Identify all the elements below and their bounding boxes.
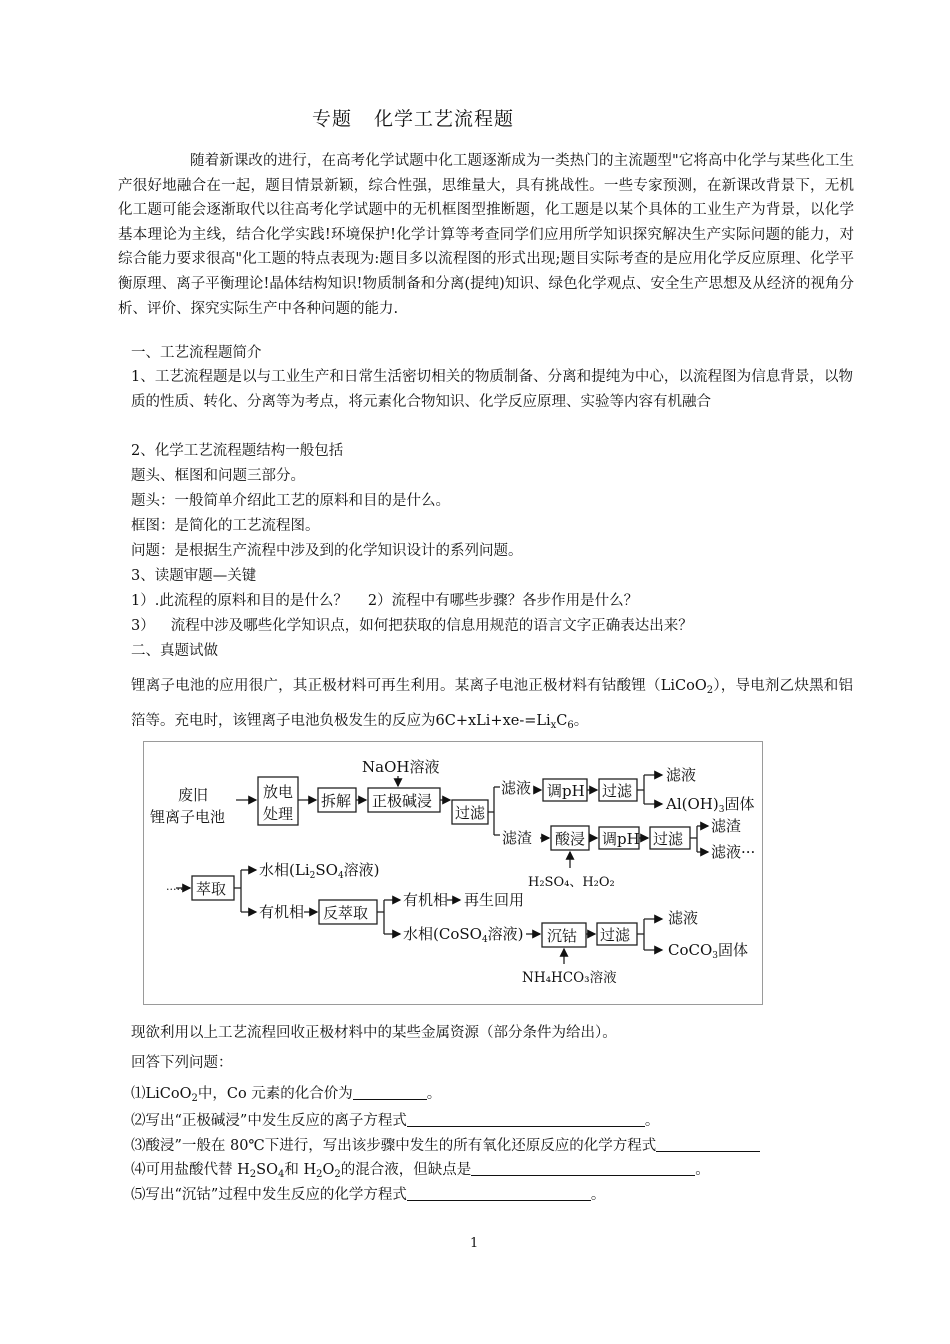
section2-heading: 二、真题试做 <box>131 643 218 659</box>
page-number: 1 <box>470 1236 479 1251</box>
tip2-a: 3） <box>131 618 155 634</box>
answer-blank-3[interactable] <box>656 1137 760 1152</box>
section1-question-desc: 问题：是根据生产流程中涉及到的化学知识设计的系列问题。 <box>131 543 523 559</box>
section1-structure: 题头、框图和问题三部分。 <box>131 468 305 484</box>
label-filtrate-4: 滤液 <box>668 909 699 927</box>
section1-tip2 <box>131 616 693 636</box>
label-precipitate-cobalt: 沉钴 <box>547 927 578 945</box>
section1-header-desc: 题头：一般简单介绍此工艺的原料和目的是什么。 <box>131 493 450 509</box>
section1-heading: 一、工艺流程题简介 <box>131 345 262 361</box>
label-coco3: CoCO$_3$固体 <box>668 941 749 961</box>
label-start-1: 废旧 <box>178 786 209 804</box>
label-filtrate-3: 滤液··· <box>711 843 756 861</box>
label-filtrate-1: 滤液 <box>501 779 532 797</box>
after-text-1: 现欲利用以上工艺流程回收正极材料中的某些金属资源（部分条件为给出）。 <box>131 1025 617 1041</box>
label-extract: 萃取 <box>196 880 227 898</box>
question-2: ⑵写出“正极碱浸”中发生反应的离子方程式 。 <box>131 1113 660 1129</box>
label-adjust-ph-2: 调pH <box>602 830 640 848</box>
label-dots: ······ <box>166 883 187 896</box>
intro-paragraph: 随着新课改的进行，在高考化学试题中化工题逐渐成为一类热门的主流题型"它将高中化学与某些化工生产很好地融合在一起，题目情景新颖，综合性强，思维量大，具有挑战性。一些专家预测，在新课改背景下，无机化工题可能会逐渐取代以往高考化学试题中的无机框图型推断题，化工题是以某个具体的工业生产为背景，以化学基本理论为主线，结合化学实践!环境保护!化学计算等考查同学们应用所学知识探究解决生产实际问题的能力，对综合能力要求很高"化工题的特点表现为:题目多以流程图的形式出现;题目实际考查的是应用化学反应原理、化学平衡原理、离子平衡理论!晶体结构知识!物质制备和分离(提纯)知识、绿色化学观点、安全生产思想及从经济的视角分析、评价、探究实际生产中各种问题的能力. <box>118 153 854 317</box>
label-residue-2: 滤渣 <box>711 817 742 835</box>
section1-frame-desc: 框图：是简化的工艺流程图。 <box>131 518 320 534</box>
section1-point3: 3、读题审题—关键 <box>131 568 257 584</box>
section1-tip1 <box>131 591 638 611</box>
title-name: 化学工艺流程题 <box>374 108 515 130</box>
label-start-2: 锂离子电池 <box>150 808 226 826</box>
tip1-a: 1）.此流程的原料和目的是什么？ <box>131 593 348 609</box>
label-filter-3: 过滤 <box>653 830 684 848</box>
label-alkali-leach: 正极碱浸 <box>372 792 433 810</box>
section1-point2: 2、化学工艺流程题结构一般包括 <box>131 443 344 459</box>
label-filtrate-2: 滤液 <box>666 766 697 784</box>
question-1: ⑴LiCoO$_2$中，Co 元素的化合价为 。 <box>131 1086 442 1104</box>
label-acid-leach: 酸浸 <box>555 830 586 848</box>
label-water-coso4: 水相(CoSO$_4$溶液) <box>403 925 524 945</box>
question-3: ⑶酸浸”一般在 80℃下进行，写出该步骤中发生的所有氧化还原反应的化学方程式 <box>131 1136 760 1156</box>
answer-blank-1[interactable] <box>353 1085 427 1100</box>
label-organic-1: 有机相 <box>259 903 305 921</box>
label-adjust-ph-1: 调pH <box>547 782 585 800</box>
process-flowchart <box>143 741 763 1005</box>
tip2-b: 流程中涉及哪些化学知识点，如何把获取的信息用规范的语言文字正确表达出来？ <box>170 618 693 634</box>
label-organic-2: 有机相 <box>403 891 449 909</box>
tip1-b: 2）流程中有哪些步骤？各步作用是什么？ <box>367 593 639 609</box>
label-back-extract: 反萃取 <box>323 904 369 922</box>
answer-blank-5[interactable] <box>407 1186 591 1201</box>
label-residue-1: 滤渣 <box>502 829 533 847</box>
label-nh4hco3: NH₄HCO₃溶液 <box>522 970 617 986</box>
label-filter-1: 过滤 <box>455 804 486 822</box>
label-discharge-1: 放电 <box>263 783 294 801</box>
label-water-phase: 水相($Li_2SO_4$溶液) <box>259 861 380 881</box>
after-text-2: 回答下列问题： <box>131 1055 233 1071</box>
section2-problem-text: 锂离子电池的应用很广，其正极材料可再生利用。某离子电池正极材料有钴酸锂（LiCoO$_2$），导电剂乙炔黑和铝箔等。充电时，该锂离子电池负极发生的反应为$6C+xLi+xe-=Li_xC_6$。 <box>131 678 854 731</box>
question-5: ⑸写出“沉钴”过程中发生反应的化学方程式 。 <box>131 1187 606 1203</box>
label-naoh: NaOH溶液 <box>362 758 440 776</box>
label-discharge-2: 处理 <box>263 805 294 823</box>
title-topic: 专题 <box>312 108 353 130</box>
page-title <box>312 104 514 131</box>
label-filter-2: 过滤 <box>602 782 633 800</box>
answer-blank-2[interactable] <box>407 1112 645 1127</box>
label-recycle: 再生回用 <box>464 891 525 909</box>
label-filter-4: 过滤 <box>600 926 631 944</box>
label-disassemble: 拆解 <box>321 792 352 810</box>
section1-point1: 1、工艺流程题是以与工业生产和日常生活密切相关的物质制备、分离和提纯为中心，以流程图为信息背景，以物质的性质、转化、分离等为考点，将元素化合物知识、化学反应原理、实验等内容有机融合 <box>131 369 853 410</box>
label-acid-reagents: H₂SO₄、H₂O₂ <box>528 875 615 890</box>
question-4: ⑷可用盐酸代替 $H_2SO_4$和 $H_2O_2$的混合液，但缺点是 。 <box>131 1162 710 1180</box>
answer-blank-4[interactable] <box>471 1161 695 1176</box>
label-aloh3: $Al(OH)_3$固体 <box>666 795 755 815</box>
